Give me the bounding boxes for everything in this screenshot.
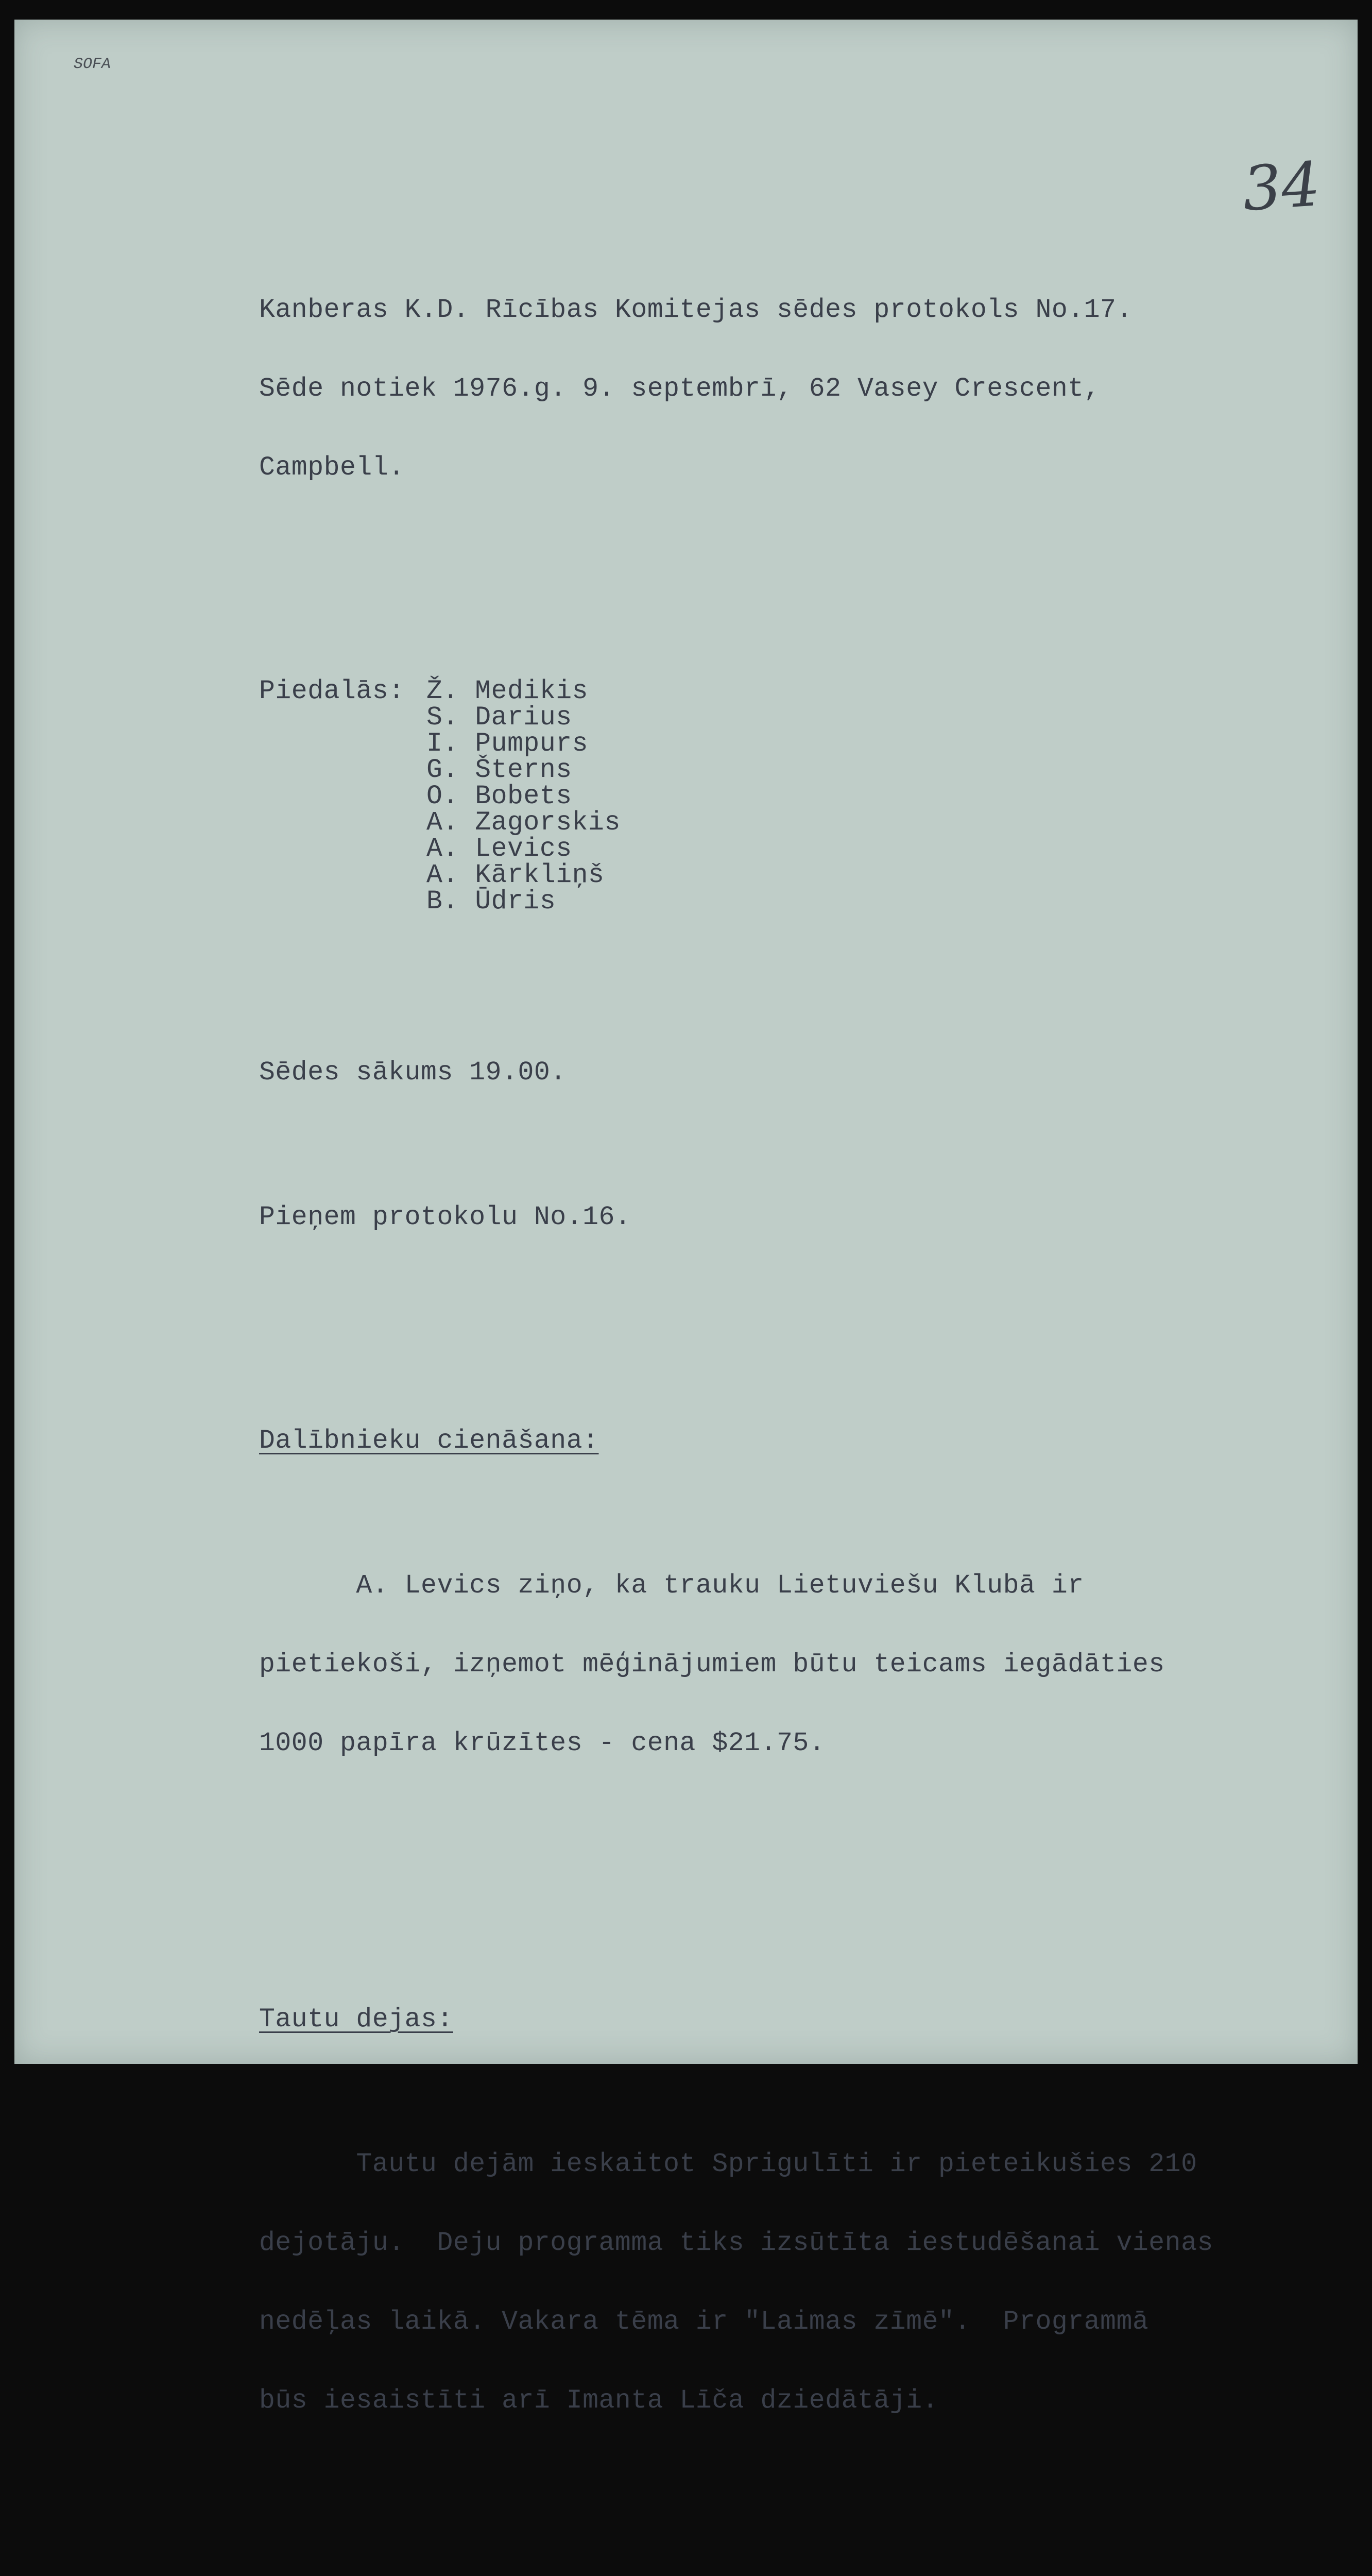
attendee-name: O. Bobets (426, 782, 572, 811)
attendees-label: Piedalās: (259, 676, 405, 706)
section-line: pietiekoši, izņemot mēģinājumiem būtu teicams iegādāties (259, 1650, 1165, 1680)
attendees-block (259, 676, 1299, 917)
meeting-start: Sēdes sākums 19.00. (259, 1058, 567, 1088)
attendees-list (426, 676, 621, 917)
document-body (259, 192, 1299, 2576)
section-line: nedēļas laikā. Vakara tēma ir "Laimas zīmē". Programmā (259, 2307, 1149, 2337)
section-line: būs iesaistīti arī Imanta Līča dziedātāji. (259, 2386, 939, 2416)
section-heading: Tautu dejas: (259, 2005, 453, 2035)
attendee-name: A. Zagorskis (426, 808, 621, 838)
section-folk-dances (259, 1954, 1299, 2467)
document-page (14, 20, 1358, 2416)
attendee-name: A. Kārkliņš (426, 860, 605, 890)
margin-note: SOFA (74, 56, 111, 73)
attendee-name: S. Darius (426, 703, 572, 733)
attendee-name: B. Ūdris (426, 887, 556, 917)
page-number: 34 (1240, 148, 1323, 225)
section-line: 1000 papīra krūzītes - cena $21.75. (259, 1728, 826, 1758)
section-line: A. Levics ziņo, ka trauku Lietuviešu Klubā ir (259, 1571, 1084, 1601)
header-line: Kanberas K.D. Rīcības Komitejas sēdes protokols No.17. (259, 295, 1133, 325)
minutes-approval: Pieņem protokolu No.16. (259, 1202, 631, 1232)
section-line: Tautu dejām ieskaitot Sprigulīti ir pieteikušies 210 (259, 2149, 1197, 2179)
section-line: dejotāju. Deju programma tiks izsūtīta iestudēšanai vienas (259, 2228, 1213, 2258)
header-line: Campbell. (259, 453, 405, 483)
attendee-name: I. Pumpurs (426, 729, 589, 759)
document-header (259, 245, 1299, 534)
section-catering (259, 1376, 1299, 1809)
header-line: Sēde notiek 1976.g. 9. septembrī, 62 Vasey Crescent, (259, 374, 1101, 404)
attendee-name: A. Levics (426, 834, 572, 864)
attendee-name: G. Šterns (426, 755, 572, 785)
section-heading: Dalībnieku cienāšana: (259, 1426, 599, 1456)
attendee-name: Ž. Medikis (426, 676, 589, 706)
